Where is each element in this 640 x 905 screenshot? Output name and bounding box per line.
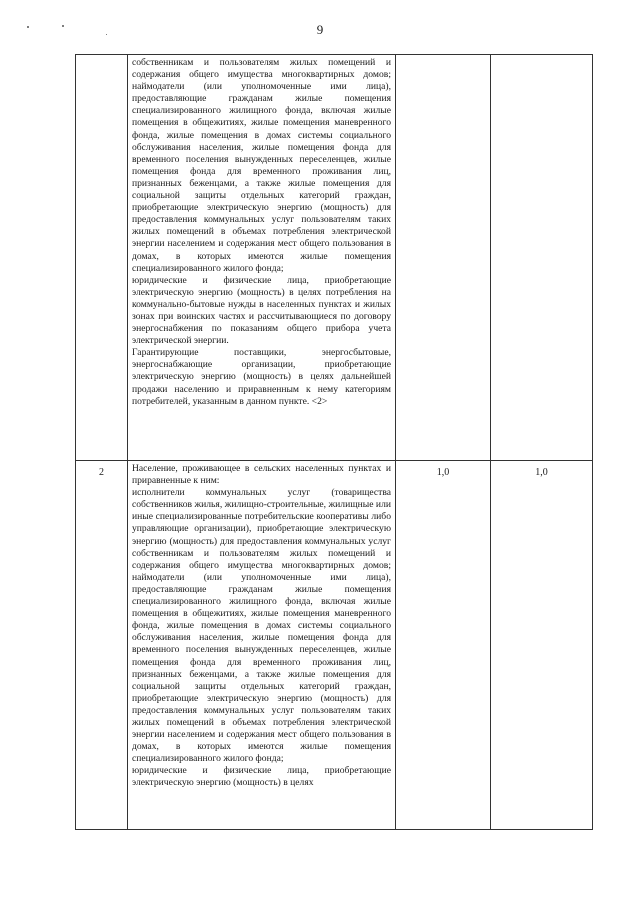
description-paragraph: Население, проживающее в сельских населенных пунктах и приравненные к ним:	[132, 463, 391, 487]
scan-speck	[106, 34, 107, 35]
description-cell	[128, 461, 396, 830]
table-row	[76, 461, 593, 830]
value-cell-1	[396, 55, 491, 461]
description-paragraph: Гарантирующие поставщики, энергосбытовые, энергоснабжающие организации, приобретающие электрическую энергию (мощность) в целях дальнейшей продажи населению и приравненным к нему категориям потребителей, указанным в данном пункте. <2>	[132, 347, 391, 407]
value-cell-2	[491, 55, 593, 461]
description-paragraph: исполнители коммунальных услуг (товарищества собственников жилья, жилищно-строительные, жилищные или иные специализированные потребительские кооперативы либо управляющие организации), приобретающие электрическую энергию (мощность) для предоставления коммунальных услуг собственникам и пользователям жилых помещений и содержания общего имущества многоквартирных домов; наймодатели (или уполномоченные ими лица), предоставляющие гражданам жилые помещения специализированного жилищного фонда, включая жилые помещения в общежитиях, жилые помещения маневренного фонда, жилые помещения в домах системы социального обслуживания населения, жилые помещения фонда для временного поселения вынужденных переселенцев, жилые помещения фонда для временного проживания лиц, признанных беженцами, а также жилые помещения для социальной защиты отдельных категорий граждан, приобретающие электрическую энергию (мощность) для предоставления коммунальных услуг пользователям таких жилых помещений в объемах потребления электрической энергии населением и содержания мест общего пользования в домах, в которых имеются жилые помещения специализированного жилого фонда;	[132, 487, 391, 765]
tariff-table	[75, 54, 593, 830]
value-cell-2: 1,0	[491, 461, 593, 830]
value-cell-1: 1,0	[396, 461, 491, 830]
description-paragraph: юридические и физические лица, приобретающие электрическую энергию (мощность) в целях	[132, 765, 391, 789]
scan-speck	[27, 26, 29, 28]
table-row	[76, 55, 593, 461]
row-number-cell: 2	[76, 461, 128, 830]
page-number: 9	[316, 22, 324, 37]
description-paragraph: юридические и физические лица, приобретающие электрическую энергию (мощность) в целях потребления на коммунально-бытовые нужды в населенных пунктах и жилых зонах при воинских частях и рассчитывающиеся по договору энергоснабжения по показаниям общего прибора учета электрической энергии.	[132, 274, 391, 347]
description-paragraph: собственникам и пользователям жилых помещений и содержания общего имущества многоквартирных домов; наймодатели (или уполномоченные ими лица), предоставляющие гражданам жилые помещения специализированного жилищного фонда, включая жилые помещения в общежитиях, жилые помещения маневренного фонда, жилые помещения в домах системы социального обслуживания населения, жилые помещения фонда для временного поселения вынужденных переселенцев, жилые помещения фонда для временного проживания лиц, признанных беженцами, а также жилые помещения для социальной защиты отдельных категорий граждан, приобретающие электрическую энергию (мощность) для предоставления коммунальных услуг пользователям таких жилых помещений в объемах потребления электрической энергии населением и содержания мест общего пользования в домах, в которых имеются жилые помещения специализированного жилого фонда;	[132, 57, 391, 274]
scan-speck	[62, 25, 64, 27]
description-cell	[128, 55, 396, 461]
row-number-cell	[76, 55, 128, 461]
